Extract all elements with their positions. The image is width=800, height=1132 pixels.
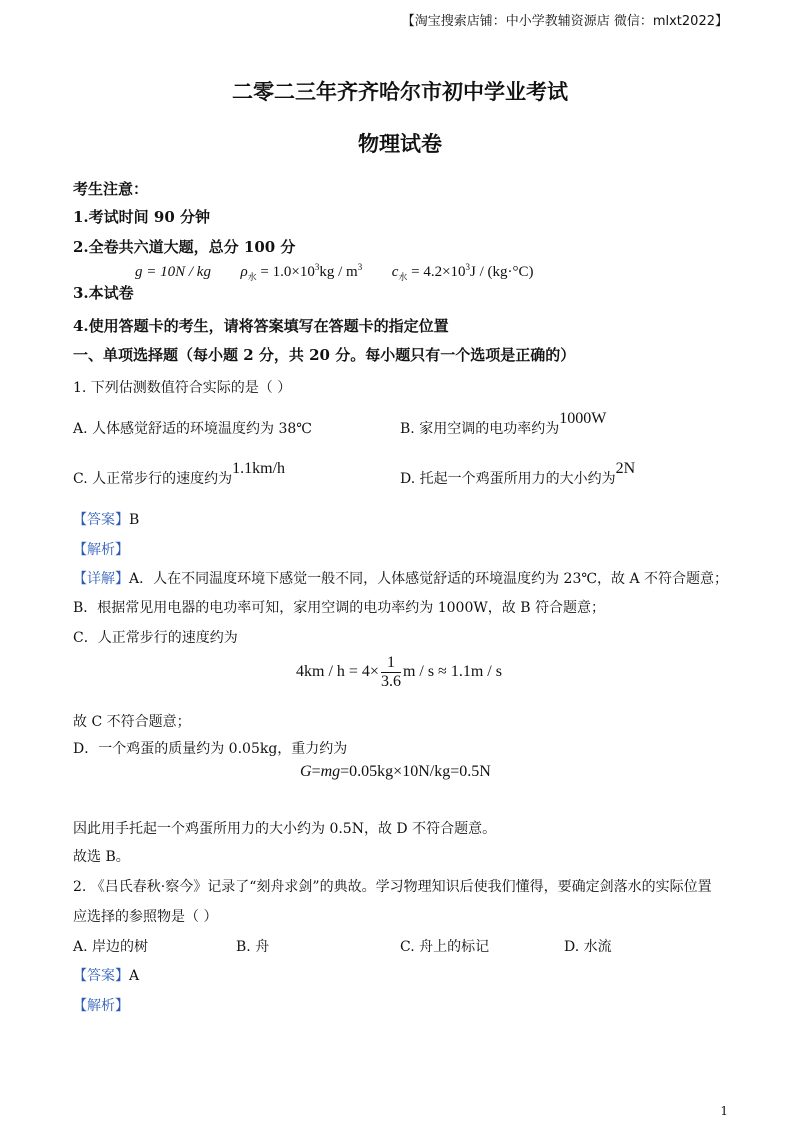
q1-detail-d2: 因此用手托起一个鸡蛋所用力的大小约为 0.5N，故 D 不符合题意。 [73,821,497,837]
formula-speed-conversion: 4km / h = 4× $\frac{1}{3.6}$ m / s ≈ 1.1m / s [296,654,502,690]
q1-stem: 1. 下列估测数值符合实际的是（ ） [73,380,292,396]
constant-g: g = 10N / kg [135,264,211,280]
q1-option-a: A. 人体感觉舒适的环境温度约为 38℃ [73,421,312,437]
q1-option-b: B. 家用空调的电功率约为1000W [400,410,607,437]
q1-option-c: C. 人正常步行的速度约为1.1km/h [73,460,286,487]
q1-detail-b: B．根据常见用电器的电功率可知，家用空调的电功率约为 1000W，故 B 符合题意； [73,600,605,616]
notice-item-4: 4.使用答题卡的考生，请将答案填写在答题卡的指定位置 [73,317,449,335]
header-note: 【淘宝搜索店铺：中小学教辅资源店 微信：mlxt2022】 [401,14,728,29]
q1-detail-c2: 故 C 不符合题意； [73,714,191,730]
q2-option-b: B. 舟 [236,939,270,955]
q1-conclusion: 故选 B。 [73,849,130,865]
exam-title: 二零二三年齐齐哈尔市初中学业考试 [232,79,568,104]
notice-item-2: 2.全卷共六道大题，总分 100 分 [73,238,296,256]
q2-option-a: A. 岸边的树 [73,939,149,955]
q2-analysis-label: 【解析】 [73,998,129,1014]
q1-option-d: D. 托起一个鸡蛋所用力的大小约为2N [400,460,636,487]
q1-analysis-label: 【解析】 [73,542,129,558]
formula-gravity: G=mg=0.05kg×10N/kg=0.5N [300,763,491,780]
exam-subtitle: 物理试卷 [358,131,442,156]
q1-detail-d: D．一个鸡蛋的质量约为 0.05kg，重力约为 [73,741,348,757]
q2-option-c: C. 舟上的标记 [400,939,490,955]
constants-line [135,262,534,283]
constant-c: $c_水 = 4.2\times 10^3J / (kg\cdot^\circ C)$ [391,262,534,282]
notice-item-3: 3.本试卷 [73,284,134,302]
q1-detail-c: C．人正常步行的速度约为 [73,630,238,646]
q2-option-d: D. 水流 [564,939,612,955]
q2-stem-line-1: 2. 《吕氏春秋·察今》记录了“刻舟求剑”的典故。学习物理知识后使我们懂得，要确定剑落水的实际位置 [73,879,712,895]
page-number: 1 [720,1104,728,1118]
q1-detail-a: 【详解】A．人在不同温度环境下感觉一般不同，人体感觉舒适的环境温度约为 23℃，故 A 不符合题意； [73,571,729,587]
notice-item-1: 1.考试时间 90 分钟 [73,208,210,226]
q2-stem-line-2: 应选择的参照物是（ ） [73,909,218,925]
section-1-heading: 一、单项选择题（每小题 2 分，共 20 分。每小题只有一个选项是正确的） [73,346,576,364]
q1-answer: 【答案】B [73,512,140,528]
notice-heading: 考生注意： [73,180,149,198]
q2-answer: 【答案】A [73,968,140,984]
constant-rho: $\rho_水 = 1.0\times 10^3kg / m^3$ [240,262,363,282]
